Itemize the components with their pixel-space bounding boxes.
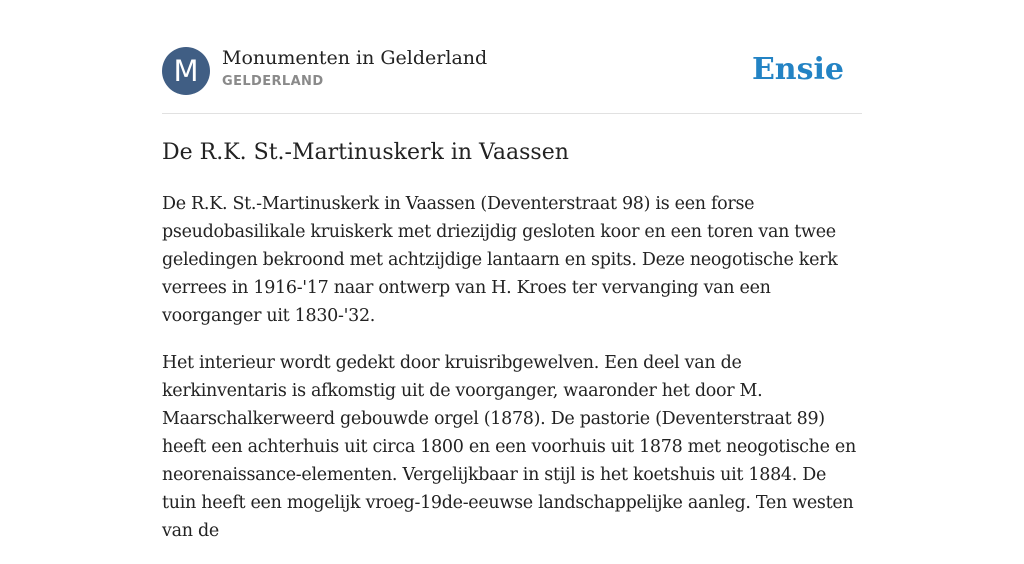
avatar[interactable]: M [162, 47, 210, 95]
source-title[interactable]: Monumenten in Gelderland [222, 47, 488, 69]
source-subtitle[interactable]: GELDERLAND [222, 74, 324, 89]
article-paragraph-2: Het interieur wordt gedekt door kruisribgewelven. Een deel van de kerkinventaris is afkomstig uit de voorganger, waaronder het door M. Maarschalkerweerd gebouwde orgel (1878). De pastorie (Deventerstraat 89) heeft een achterhuis uit circa 1800 en een voorhuis uit 1878 met neogotische en neorenaissance-elementen. Vergelijkbaar in stijl is het koetshuis uit 1884. De tuin heeft een mogelijk vroeg-19de-eeuwse landschappelijke aanleg. Ten westen van de [162, 353, 856, 541]
source-header [162, 46, 862, 96]
article-paragraph-1: De R.K. St.-Martinuskerk in Vaassen (Deventerstraat 98) is een forse pseudobasilikale kruiskerk met driezijdig gesloten koor en een toren van twee geledingen bekroond met achtzijdige lantaarn en spits. Deze neogotische kerk verrees in 1916-'17 naar ontwerp van H. Kroes ter vervanging van een voorganger uit 1830-'32. [162, 194, 838, 326]
ensie-logo[interactable]: Ensie [751, 52, 844, 87]
header-divider [162, 113, 862, 114]
article-title: De R.K. St.-Martinuskerk in Vaassen [162, 140, 569, 165]
article-body [162, 190, 862, 564]
